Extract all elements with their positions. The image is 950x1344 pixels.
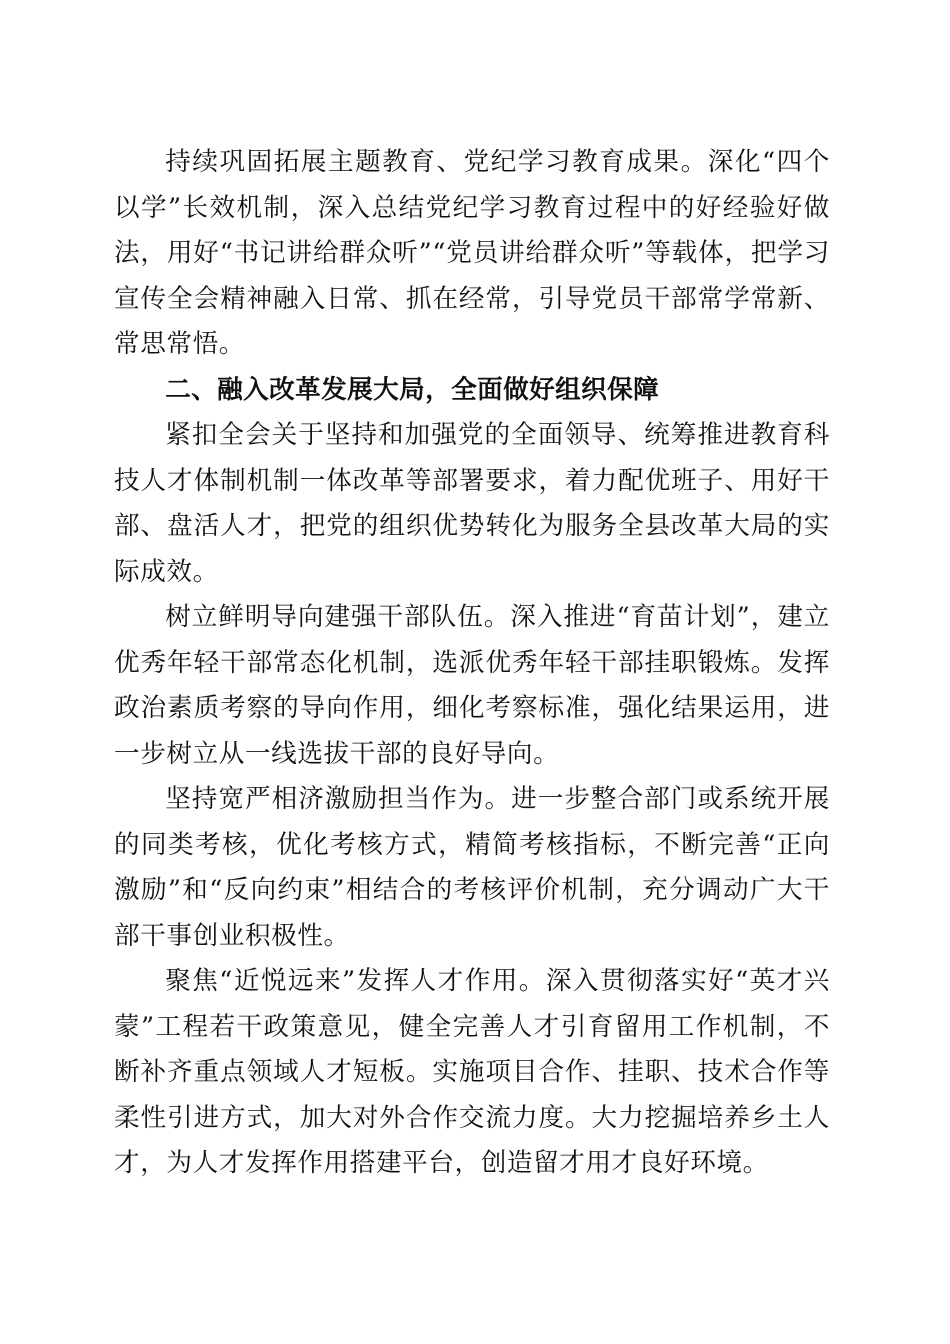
paragraph-consolidate-education: 持续巩固拓展主题教育、党纪学习教育成果。深化“四个以学”长效机制，深入总结党纪学习教育过程中的好经验好做法，用好“书记讲给群众听”“党员讲给群众听”等载体，把学习宣传全会精神融入日常、抓在经常，引导党员干部常学常新、常思常悟。 [114, 147, 830, 359]
section-heading-reform: 二、融入改革发展大局，全面做好组织保障 [165, 374, 660, 405]
paragraph-incentive: 坚持宽严相济激励担当作为。进一步整合部门或系统开展的同类考核，优化考核方式，精简考核指标，不断完善“正向激励”和“反向约束”相结合的考核评价机制，充分调动广大干部干事创业积极性。 [114, 784, 830, 951]
paragraph-cadre-team: 树立鲜明导向建强干部队伍。深入推进“育苗计划”，建立优秀年轻干部常态化机制，选派优秀年轻干部挂职锻炼。发挥政治素质考察的导向作用，细化考察标准，强化结果运用，进一步树立从一线选拔干部的良好导向。 [114, 602, 830, 769]
paragraph-organizational-guarantee: 紧扣全会关于坚持和加强党的全面领导、统筹推进教育科技人才体制机制一体改革等部署要求，着力配优班子、用好干部、盘活人才，把党的组织优势转化为服务全县改革大局的实际成效。 [114, 420, 830, 587]
document-body [114, 140, 830, 1187]
paragraph-talent: 聚焦“近悦远来”发挥人才作用。深入贯彻落实好“英才兴蒙”工程若干政策意见，健全完善人才引育留用工作机制，不断补齐重点领域人才短板。实施项目合作、挂职、技术合作等柔性引进方式，加大对外合作交流力度。大力挖掘培养乡土人才，为人才发挥作用搭建平台，创造留才用才良好环境。 [114, 966, 830, 1178]
